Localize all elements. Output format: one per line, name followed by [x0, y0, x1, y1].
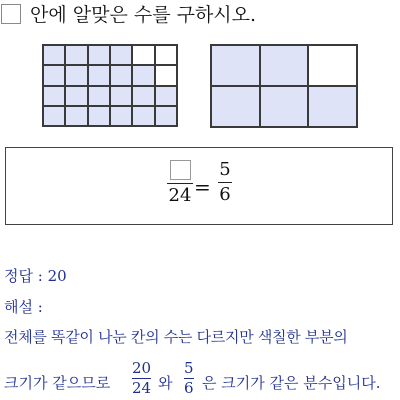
inline-fraction-numerator: 5 [184, 359, 194, 377]
equals-sign: = [194, 175, 211, 199]
shaded-cell [88, 45, 110, 65]
fraction-left [167, 160, 193, 206]
inline-fraction-20-24 [132, 360, 151, 397]
shaded-cell [155, 106, 177, 126]
explanation-label: 해설 : [4, 298, 43, 316]
fraction-bar [167, 183, 193, 184]
shaded-cell [260, 86, 309, 127]
shaded-cell [43, 106, 65, 126]
shaded-cell [88, 86, 110, 106]
question-text: 안에 알맞은 수를 구하시오. [30, 4, 257, 26]
explanation-suffix: 은 크기가 같은 분수입니다. [202, 374, 381, 392]
shaded-cell [110, 65, 132, 85]
explanation-connector: 와 [158, 374, 173, 392]
shaded-cell [308, 86, 357, 127]
shaded-cell [65, 65, 87, 85]
inline-fraction-denominator: 6 [184, 379, 194, 397]
shaded-cell [88, 65, 110, 85]
empty-cell [308, 45, 357, 86]
shaded-cell [110, 86, 132, 106]
inline-fraction-denominator: 24 [132, 379, 152, 397]
fraction-right-numerator: 5 [219, 159, 231, 180]
fraction-right-denominator: 6 [219, 184, 231, 206]
shaded-cell [132, 65, 154, 85]
fraction-left-denominator: 24 [168, 185, 192, 207]
fraction-right [218, 160, 232, 205]
empty-cell [132, 45, 154, 65]
inline-fraction-5-6 [184, 360, 194, 397]
answer-blank-box[interactable] [170, 160, 191, 180]
shaded-cell [43, 65, 65, 85]
shaded-cell [155, 86, 177, 106]
explanation-prefix: 크기가 같으므로 [4, 374, 111, 392]
shaded-cell [65, 106, 87, 126]
question-header [0, 0, 400, 34]
shaded-cell [65, 86, 87, 106]
shaded-cell [43, 45, 65, 65]
shaded-cell [211, 86, 260, 127]
answer-line: 정답 : 20 [4, 267, 67, 285]
shaded-cell [132, 106, 154, 126]
explanation-line-1: 전체를 똑같이 나눈 칸의 수는 다르지만 색칠한 부분의 [4, 328, 348, 346]
shaded-cell [110, 106, 132, 126]
shaded-cell [65, 45, 87, 65]
shaded-cell [43, 86, 65, 106]
inline-fraction-numerator: 20 [132, 359, 152, 377]
question-blank-box [1, 4, 21, 24]
shaded-cell [260, 45, 309, 86]
fraction-bar [218, 182, 232, 183]
shaded-cell [132, 86, 154, 106]
shaded-cell [110, 45, 132, 65]
fraction-figure-6-parts [210, 44, 358, 128]
shaded-cell [211, 45, 260, 86]
shaded-cell [88, 106, 110, 126]
empty-cell [155, 65, 177, 85]
empty-cell [155, 45, 177, 65]
fraction-figure-24-parts [42, 44, 178, 127]
